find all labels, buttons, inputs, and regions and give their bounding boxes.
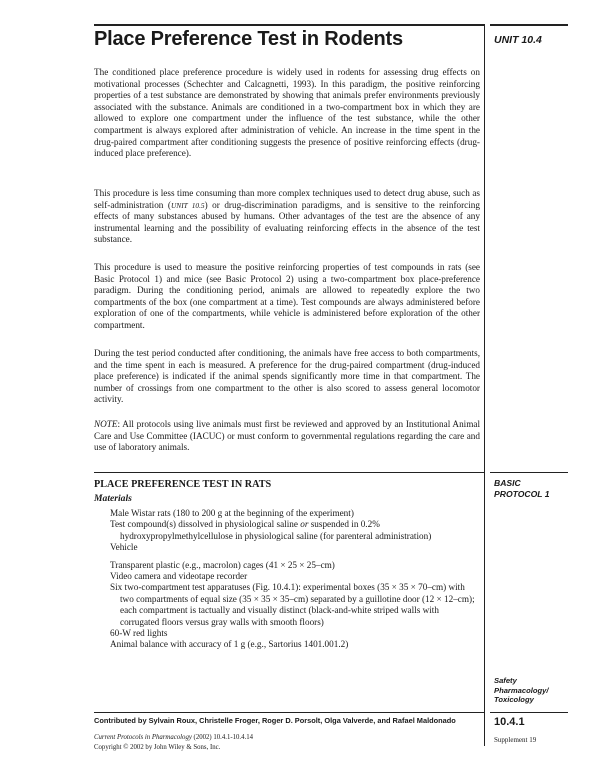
list-item: Animal balance with accuracy of 1 g (e.g., Sartorius 1401.001.2) — [110, 639, 349, 650]
note-label: NOTE — [94, 419, 118, 429]
topic-label: Safety Pharmacology/ Toxicology — [494, 676, 549, 705]
note-text: : All protocols using live animals must first be reviewed and approved by an Institutional Animal Care and Use Committee (IACUC) or must conform to governmental regulations regarding the care and use of laboratory animals. — [94, 419, 480, 453]
list-item — [110, 519, 480, 542]
unit-label: UNIT 10.4 — [494, 34, 542, 46]
page-title: Place Preference Test in Rodents — [94, 28, 403, 50]
contributors: Contributed by Sylvain Roux, Christelle Froger, Roger D. Porsolt, Olga Valverde, and Rafael Maldonado — [94, 716, 456, 725]
materials-list — [110, 508, 480, 651]
list-item: Male Wistar rats (180 to 200 g at the beginning of the experiment) — [110, 508, 354, 518]
list-item: Vehicle — [110, 542, 138, 553]
intro-paragraph-4: During the test period conducted after conditioning, the animals have free access to both compartments, and the time spent in each is measured. A preference for the drug-paired compartment (drug-induced place preference) is indicated if the animal spends significantly more time in that compartment. The number of crossings from one compartment to the other is also scored to assess general locomotor activity. — [94, 348, 480, 405]
p2-text-start: This procedure is less time consuming than more complex techniques used to detect drug abuse, such as self-administration ( — [94, 188, 480, 210]
supplement-label: Supplement 19 — [494, 736, 537, 744]
copyright: Copyright © 2002 by John Wiley & Sons, Inc. — [94, 744, 221, 751]
footer-rule — [94, 712, 484, 713]
intro-paragraph-2 — [94, 188, 480, 246]
journal-detail: (2002) 10.4.1-10.4.14 — [191, 734, 254, 741]
materials-heading: Materials — [94, 493, 132, 504]
journal-citation — [94, 734, 253, 741]
basic-protocol-label: BASIC PROTOCOL 1 — [494, 478, 550, 499]
intro-paragraph-1: The conditioned place preference procedure is widely used in rodents for assessing drug effects on motivational processes (Schechter and Calcagnetti, 1993). In this paradigm, the positive reinforcing properties of a test substance are demonstrated by showing that animals prefer environments previously associated with the substance. Animals are conditioned in a two-compartment box in which they are allowed to explore one compartment under the influence of the test substance, while the other compartment is always explored after administration of vehicle. An increase in the time spent in the drug-paired compartment after conditioning suggests the presence of positive reinforcing effects (drug-induced place preference). — [94, 67, 480, 159]
list-item: Video camera and videotape recorder — [110, 571, 248, 582]
unit-reference-link[interactable]: UNIT 10.5 — [170, 200, 205, 210]
journal-name: Current Protocols in Pharmacology — [94, 734, 192, 741]
sidebar-section-rule — [490, 472, 568, 473]
list-item: Transparent plastic (e.g., macrolon) cages (41 × 25 × 25–cm) — [110, 559, 335, 570]
intro-paragraph-3: This procedure is used to measure the positive reinforcing properties of test compounds in rats (see Basic Protocol 1) and mice (see Basic Protocol 2) using a two-compartment box place-preference paradigm. During the conditioning period, animals are allowed to repeatedly explore the two compartments of the box (one compartment at a time). Test compounds are always administered before exploration of one of the compartments, while vehicle is administered before exploration of the other compartment. — [94, 262, 480, 330]
column-divider — [484, 24, 485, 746]
title-rule — [94, 24, 484, 26]
sidebar-footer-rule — [490, 712, 568, 713]
section-heading: PLACE PREFERENCE TEST IN RATS — [94, 479, 272, 490]
page-number: 10.4.1 — [494, 716, 525, 728]
compound-text-end: suspended in 0.2% hydroxypropylmethylcellulose in physiological saline (for parenteral administration) — [120, 519, 432, 541]
compound-text-start: Test compound(s) dissolved in physiological saline — [110, 519, 301, 530]
animal-care-note — [94, 419, 480, 454]
compound-or: or — [300, 519, 309, 530]
list-item: 60-W red lights — [110, 628, 168, 639]
list-item: Six two-compartment test apparatuses (Fig. 10.4.1): experimental boxes (35 × 35 × 70–cm) with two compartments of equal size (35 × 35 × 35–cm) separated by a guillotine door (12 × 12–cm); each compartment is tactually and visually distinct (black-and-white striped walls with corrugated floors versus gray walls with smooth floors) — [110, 582, 475, 627]
section-rule — [94, 472, 484, 473]
p2-text-end: ) or drug-discrimination paradigms, and is sensitive to the reinforcing effects of many substances abused by humans. Other advantages of the test are the absence of any instrumental learning and the possibility of evaluating reinforcing effects in the absence of the test substance. — [94, 199, 480, 245]
sidebar-top-rule — [490, 24, 568, 26]
